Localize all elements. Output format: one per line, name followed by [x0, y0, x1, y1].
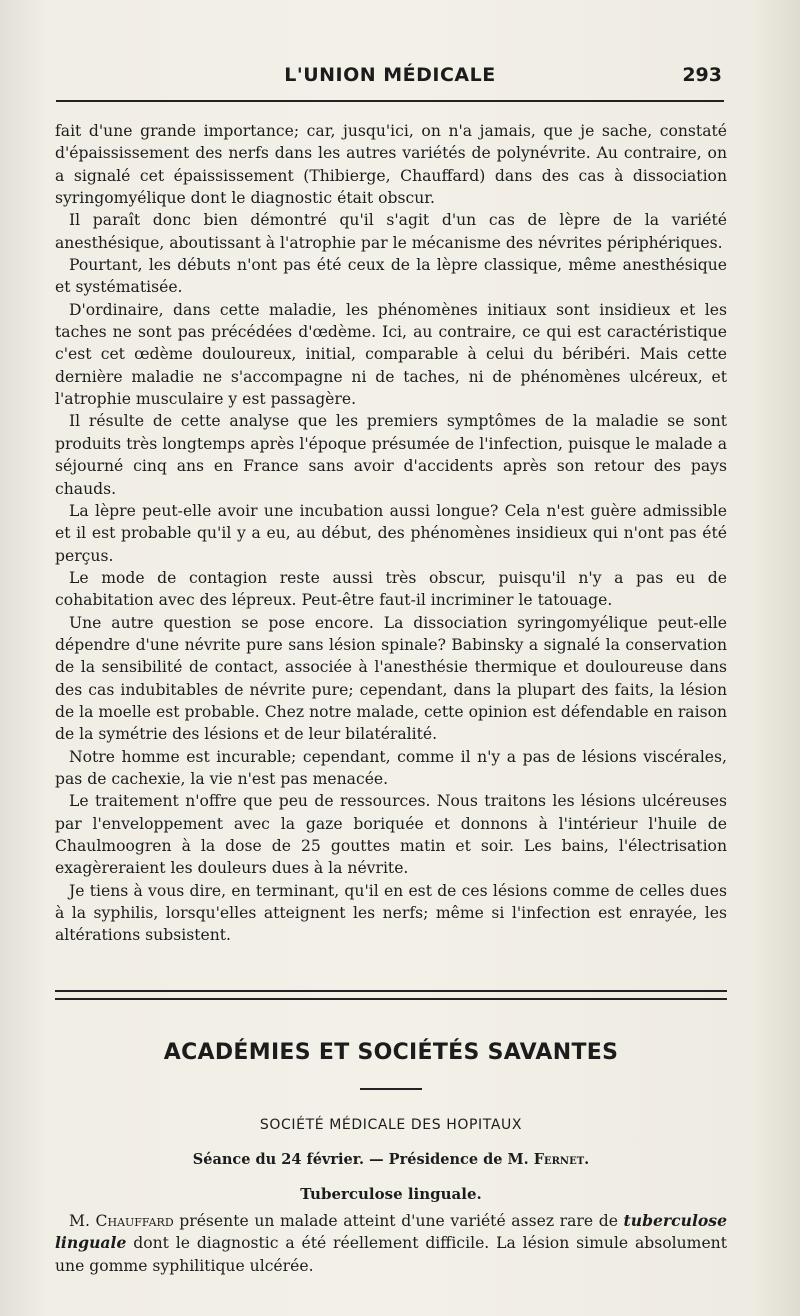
- paragraph: fait d'une grande importance; car, jusqu'ici, on n'a jamais, que je sache, constaté d'épaississement des nerfs dans les autres variétés de polynévrite. Au contraire, on a signalé cet épaississement (Thibierge, Chauffard) dans des cas à dissociation syringomyélique dont le diagnostic était obscur.: [55, 122, 727, 208]
- section-divider: [55, 990, 727, 1000]
- article-body: [55, 120, 727, 947]
- paragraph: Pourtant, les débuts n'ont pas été ceux de la lèpre classique, même anesthésique et systématisée.: [55, 256, 727, 297]
- paragraph: La lèpre peut-elle avoir une incubation aussi longue? Cela n'est guère admissible et il est probable qu'il y a eu, au début, des phénomènes insidieux qui n'ont pas été perçus.: [55, 501, 727, 565]
- closing-italic: tuberculose linguale: [55, 1211, 727, 1253]
- closing-text-a: présente un malade atteint d'une variété assez rare de: [173, 1212, 624, 1230]
- paragraph: D'ordinaire, dans cette maladie, les phénomènes initiaux sont insidieux et les taches ne sont pas précédées d'œdème. Ici, au contraire, ce qui est caractéristique c'est cet œdème douloureux, initial, comparable à celui du béribéri. Mais cette dernière maladie ne s'accompagne ni de taches, ni de phénomènes ulcéreux, et l'atrophie musculaire y est passagère.: [55, 300, 727, 409]
- session-prefix: Séance du 24 février. — Présidence de M.: [192, 1151, 534, 1168]
- session-line: [55, 1151, 727, 1168]
- title-underline: [360, 1088, 422, 1090]
- session-suffix: .: [584, 1151, 590, 1168]
- closing-paragraph: [55, 1210, 727, 1277]
- section-title: ACADÉMIES ET SOCIÉTÉS SAVANTES: [163, 1040, 619, 1065]
- presenter-prefix: M.: [69, 1212, 96, 1230]
- paragraph: Il résulte de cette analyse que les premiers symptômes de la maladie se sont produits très longtemps après l'époque présumée de l'infection, puisque le malade a séjourné cinq ans en France sans avoir d'accidents après son retour des pays chauds.: [55, 412, 727, 498]
- paragraph: Une autre question se pose encore. La dissociation syringomyélique peut-elle dépendre d'une névrite pure sans lésion spinale? Babinsky a signalé la conservation de la sensibilité de contact, associée à l'anesthésie thermique et douloureuse dans des cas indubitables de névrite pure; cependant, dans la plupart des faits, la lésion de la moelle est probable. Chez notre malade, cette opinion est défendable en raison de la symétrie des lésions et de leur bilatéralité.: [55, 613, 727, 744]
- paragraph: Le mode de contagion reste aussi très obscur, puisqu'il n'y a pas eu de cohabitation avec des lépreux. Peut-être faut-il incriminer le tatouage.: [55, 568, 727, 610]
- page-number: 293: [682, 64, 722, 86]
- subject-heading: Tuberculose linguale.: [300, 1185, 482, 1203]
- paragraph: Il paraît donc bien démontré qu'il s'agit d'un cas de lèpre de la variété anesthésique, aboutissant à l'atrophie par le mécanisme des névrites périphériques.: [55, 211, 727, 252]
- paragraph: Je tiens à vous dire, en terminant, qu'il en est de ces lésions comme de celles dues à la syphilis, lorsqu'elles atteignent les nerfs; même si l'infection est enrayée, les altérations subsistent.: [55, 881, 727, 945]
- page-header: [56, 64, 724, 104]
- closing-text-b: dont le diagnostic a été réellement difficile. La lésion simule absolument une gomme syphilitique ulcérée.: [55, 1234, 727, 1275]
- header-rule: [56, 100, 724, 102]
- paragraph: Le traitement n'offre que peu de ressources. Nous traitons les lésions ulcéreuses par l'enveloppement avec la gaze boriquée et donnons à l'intérieur l'huile de Chaulmoogren à la dose de 25 gouttes matin et soir. Les bains, l'électrisation exagèreraient les douleurs dues à la névrite.: [55, 792, 727, 878]
- president-name: Fernet: [533, 1151, 585, 1168]
- society-heading: SOCIÉTÉ MÉDICALE DES HOPITAUX: [259, 1117, 523, 1133]
- presenter-name: Chauffard: [95, 1212, 174, 1230]
- running-title: L'UNION MÉDICALE: [284, 64, 496, 86]
- paragraph: Notre homme est incurable; cependant, comme il n'y a pas de lésions viscérales, pas de cachexie, la vie n'est pas menacée.: [55, 747, 727, 788]
